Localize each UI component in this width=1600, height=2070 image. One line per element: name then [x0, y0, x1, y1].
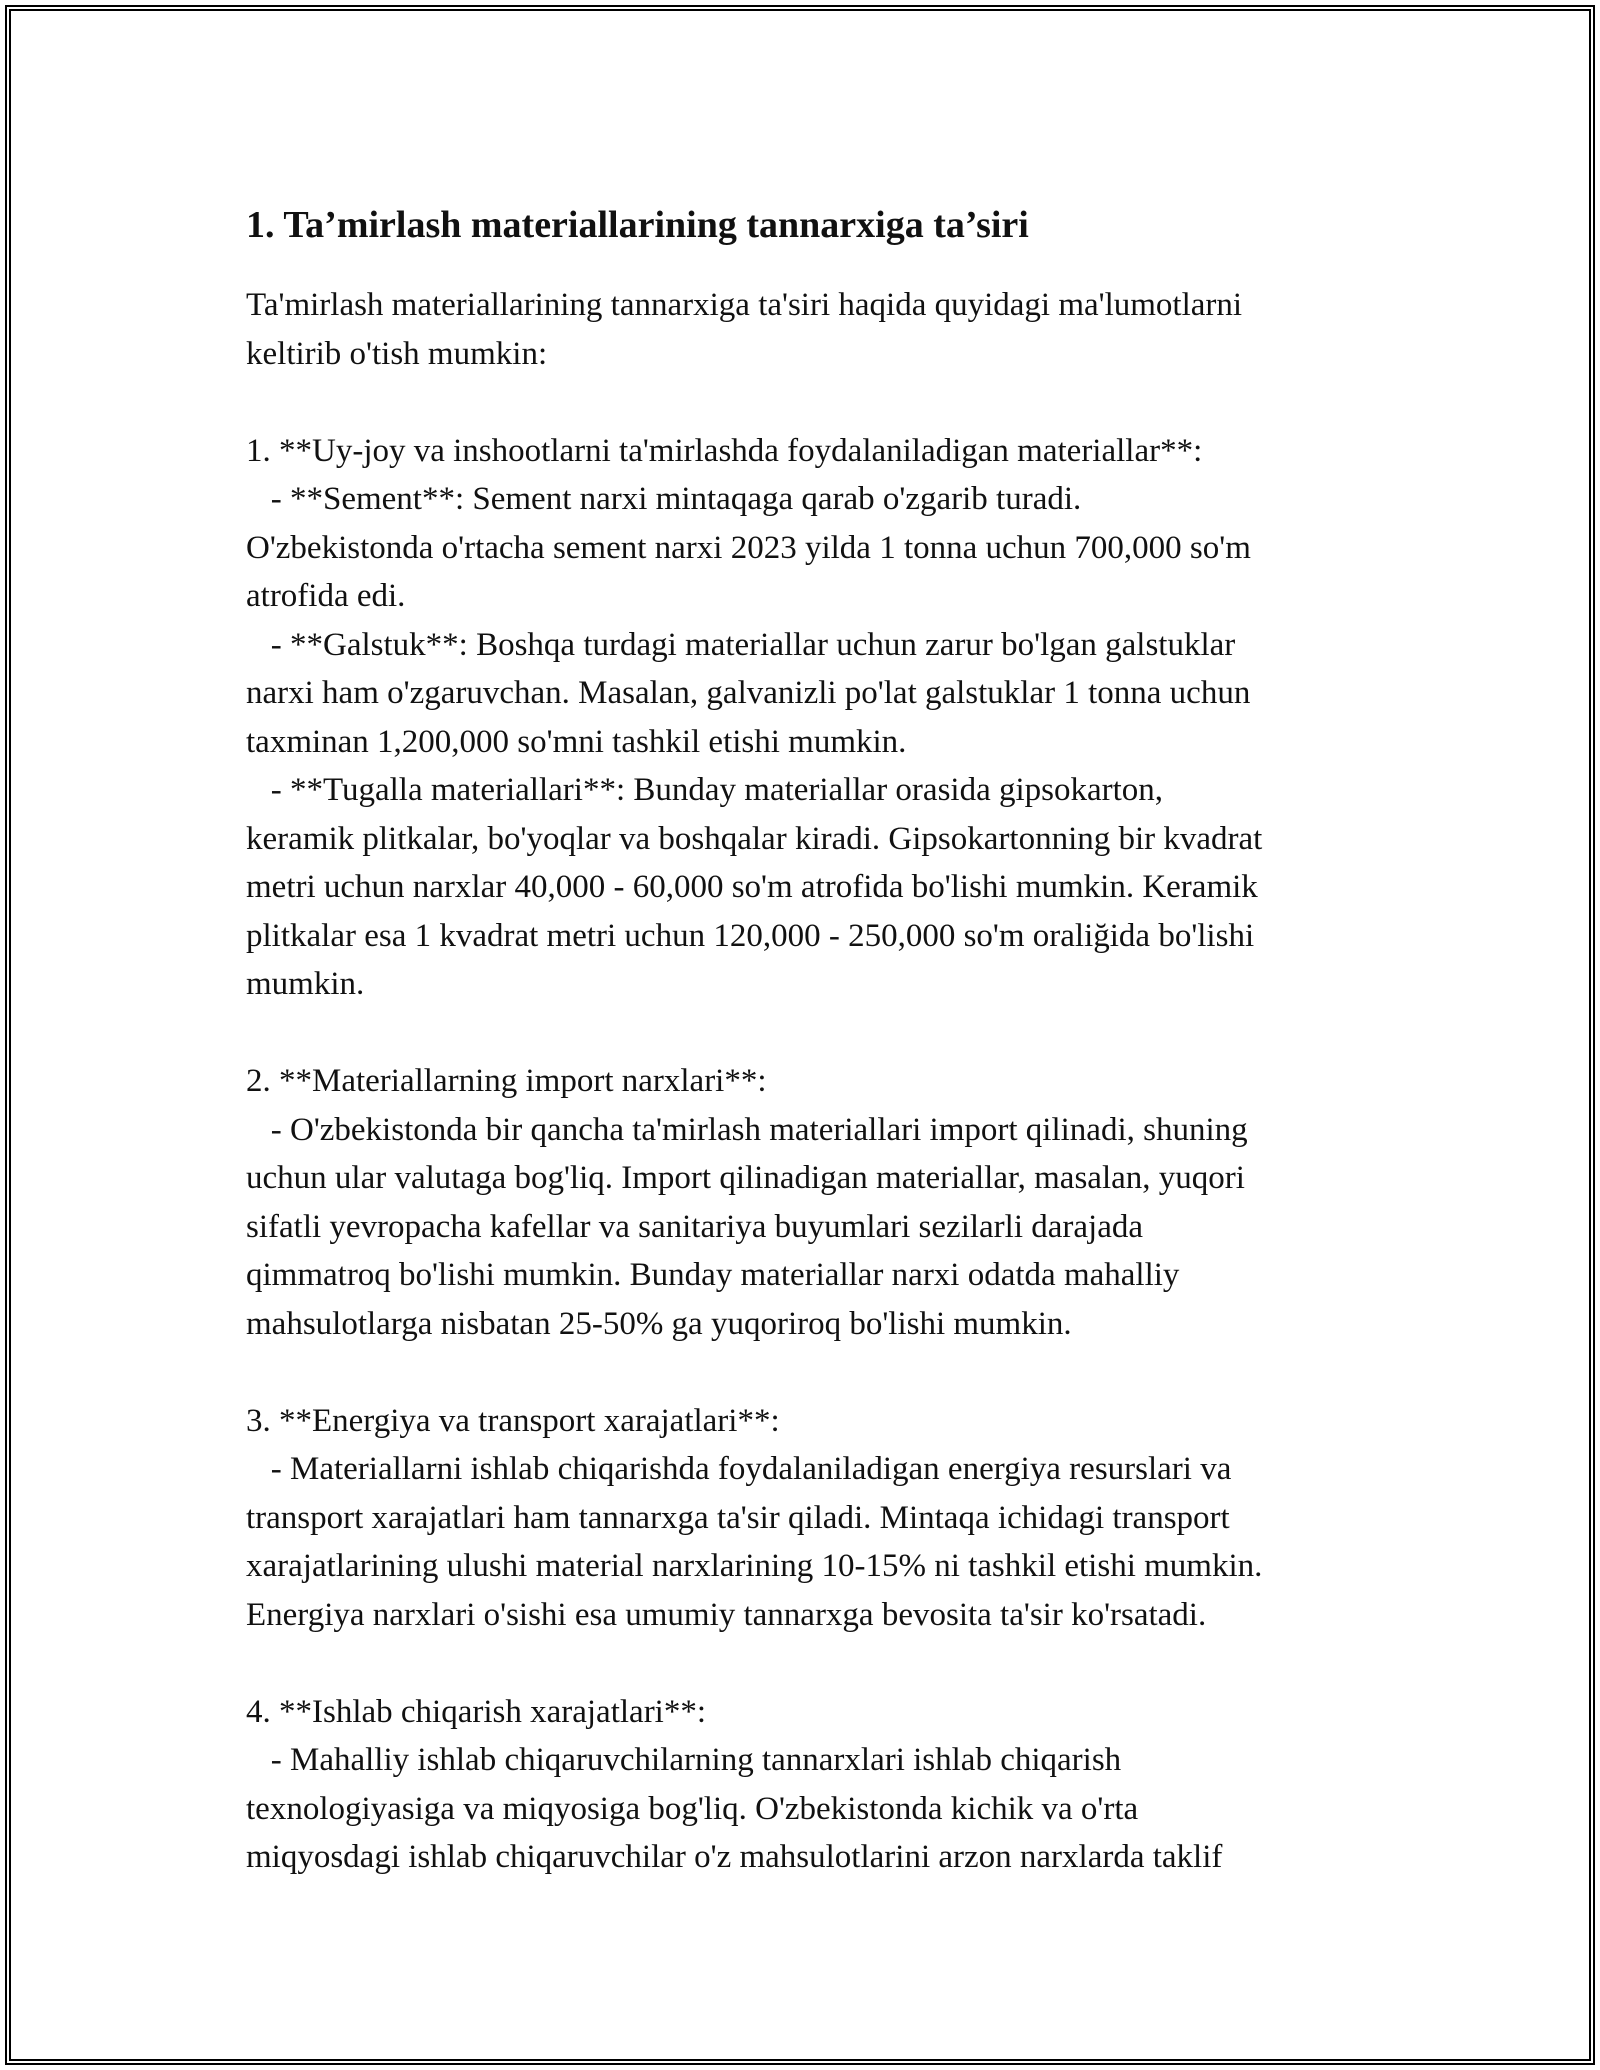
text-line: - Mahalliy ishlab chiqaruvchilarning tannarxlari ishlab chiqarish — [246, 1742, 1122, 1778]
text-line: narxi ham o'zgaruvchan. Masalan, galvanizli po'lat galstuklar 1 tonna uchun — [246, 675, 1251, 711]
text-line: atrofida edi. — [246, 578, 406, 614]
text-line: mumkin. — [246, 966, 365, 1002]
text-line: 2. **Materiallarning import narxlari**: — [246, 1063, 767, 1099]
text-line: plitkalar esa 1 kvadrat metri uchun 120,000 - 250,000 so'm oraliğida bo'lishi — [246, 917, 1255, 954]
text-line: qimmatroq bo'lishi mumkin. Bunday materiallar narxi odatda mahalliy — [246, 1257, 1180, 1293]
text-line: - Materiallarni ishlab chiqarishda foydalaniladigan energiya resurslari va — [246, 1451, 1232, 1487]
text-line: texnologiyasiga va miqyosiga bog'liq. O'zbekistonda kichik va o'rta — [246, 1790, 1139, 1827]
text-line: 4. **Ishlab chiqarish xarajatlari**: — [246, 1693, 707, 1730]
text-line: O'zbekistonda o'rtacha sement narxi 2023 yilda 1 tonna uchun 700,000 so'm — [246, 529, 1251, 566]
page-border — [5, 5, 1595, 2065]
text-line: sifatli yevropacha kafellar va sanitariya buyumlari sezilarli darajada — [246, 1208, 1143, 1245]
blank-line — [246, 378, 1396, 427]
text-line: 1. **Uy-joy va inshootlarni ta'mirlashda foydalaniladigan materiallar**: — [246, 432, 1203, 469]
blank-line — [246, 1348, 1396, 1397]
blank-line — [246, 1009, 1396, 1058]
text-line: metri uchun narxlar 40,000 - 60,000 so'm atrofida bo'lishi mumkin. Keramik — [246, 869, 1258, 905]
text-line: taxminan 1,200,000 so'mni tashkil etishi mumkin. — [246, 723, 907, 760]
document-content — [246, 199, 1396, 1882]
text-line: - **Tugalla materiallari**: Bunday materiallar orasida gipsokarton, — [246, 772, 1164, 808]
text-line: Ta'mirlash materiallarining tannarxiga ta'siri haqida quyidagi ma'lumotlarni — [246, 287, 1243, 323]
text-line: transport xarajatlari ham tannarxga ta'sir qiladi. Mintaqa ichidagi transport — [246, 1499, 1230, 1536]
text-line: xarajatlarining ulushi material narxlarining 10-15% ni tashkil etishi mumkin. — [246, 1548, 1263, 1584]
text-line: - O'zbekistonda bir qancha ta'mirlash materiallari import qilinadi, shuning — [246, 1111, 1248, 1148]
text-line: 3. **Energiya va transport xarajatlari**: — [246, 1402, 780, 1439]
text-line: - **Galstuk**: Boshqa turdagi materiallar uchun zarur bo'lgan galstuklar — [246, 626, 1236, 663]
text-line: uchun ular valutaga bog'liq. Import qilinadigan materiallar, masalan, yuqori — [246, 1160, 1245, 1196]
body-text — [246, 281, 1396, 1882]
text-line: - **Sement**: Sement narxi mintaqaga qarab o'zgarib turadi. — [246, 481, 1082, 517]
text-line: miqyosdagi ishlab chiqaruvchilar o'z mahsulotlarini arzon narxlarda taklif — [246, 1839, 1223, 1875]
text-line: keramik plitkalar, bo'yoqlar va boshqalar kiradi. Gipsokartonning bir kvadrat — [246, 820, 1263, 857]
section-title: 1. Ta’mirlash materiallarining tannarxiga ta’siri — [246, 204, 1029, 246]
text-line: Energiya narxlari o'sishi esa umumiy tannarxga bevosita ta'sir ko'rsatadi. — [246, 1596, 1207, 1633]
text-line: keltirib o'tish mumkin: — [246, 335, 548, 372]
text-line: mahsulotlarga nisbatan 25-50% ga yuqoriroq bo'lishi mumkin. — [246, 1305, 1072, 1342]
blank-line — [246, 1639, 1396, 1688]
